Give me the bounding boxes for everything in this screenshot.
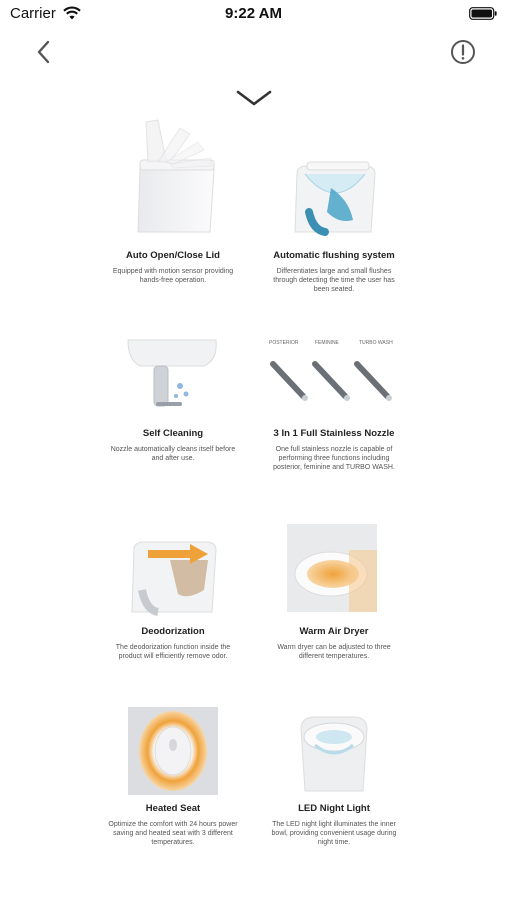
warm-air-dryer-image: [279, 520, 389, 620]
nozzle-label: FEMININE: [315, 340, 339, 346]
feature-description: Equipped with motion sensor providing hands-free operation.: [112, 268, 234, 284]
battery-icon: [469, 7, 497, 20]
feature-auto-flush: [249, 112, 419, 294]
carrier-label: Carrier: [10, 5, 56, 22]
feature-description: Differentiates large and small flushes through detecting the time the user has been seated.: [273, 268, 395, 293]
exclamation-circle-icon[interactable]: [449, 38, 477, 66]
feature-title: Deodorization: [141, 626, 205, 637]
feature-led-night-light: [249, 705, 419, 847]
chevron-left-icon[interactable]: [30, 38, 58, 66]
feature-title: Heated Seat: [145, 803, 201, 814]
led-night-light-image: [279, 705, 389, 797]
status-bar: [0, 0, 507, 28]
feature-description: Optimize the comfort with 24 hours power saving and heated seat with 3 different temperatures.: [108, 821, 238, 846]
toilet-lid-image: [118, 112, 228, 244]
status-time: 9:22 AM: [225, 5, 282, 22]
feature-title: LED Night Light: [298, 803, 370, 814]
feature-title: Warm Air Dryer: [299, 626, 369, 637]
deodorization-image: [118, 520, 228, 620]
nozzle-diagram: [269, 334, 399, 422]
nozzle-image: [269, 352, 399, 416]
feature-description: The LED night light illuminates the inner bowl, providing convenient usage during night time.: [271, 821, 397, 846]
feature-self-cleaning: [88, 334, 258, 463]
feature-description: One full stainless nozzle is capable of performing three functions including posterior, feminine and TURBO WASH.: [273, 446, 395, 471]
flush-system-image: [279, 112, 389, 244]
feature-title: Auto Open/Close Lid: [126, 250, 220, 261]
feature-description: Warm dryer can be adjusted to three different temperatures.: [277, 644, 391, 660]
feature-title: 3 In 1 Full Stainless Nozzle: [273, 428, 395, 439]
feature-deodorization: [88, 520, 258, 661]
heated-seat-image: [118, 705, 228, 797]
self-cleaning-nozzle-image: [118, 334, 228, 422]
nozzle-label: POSTERIOR: [269, 340, 299, 346]
feature-auto-lid: [88, 112, 258, 285]
feature-stainless-nozzle: [249, 334, 419, 472]
feature-title: Self Cleaning: [142, 428, 204, 439]
feature-title: Automatic flushing system: [273, 250, 395, 261]
feature-heated-seat: [88, 705, 258, 847]
feature-description: The deodorization function inside the product will efficiently remove odor.: [115, 644, 231, 660]
nozzle-label: TURBO WASH: [359, 340, 393, 346]
feature-warm-air-dryer: [249, 520, 419, 661]
feature-description: Nozzle automatically cleans itself before and after use.: [110, 446, 236, 462]
chevron-down-icon[interactable]: [234, 86, 274, 110]
